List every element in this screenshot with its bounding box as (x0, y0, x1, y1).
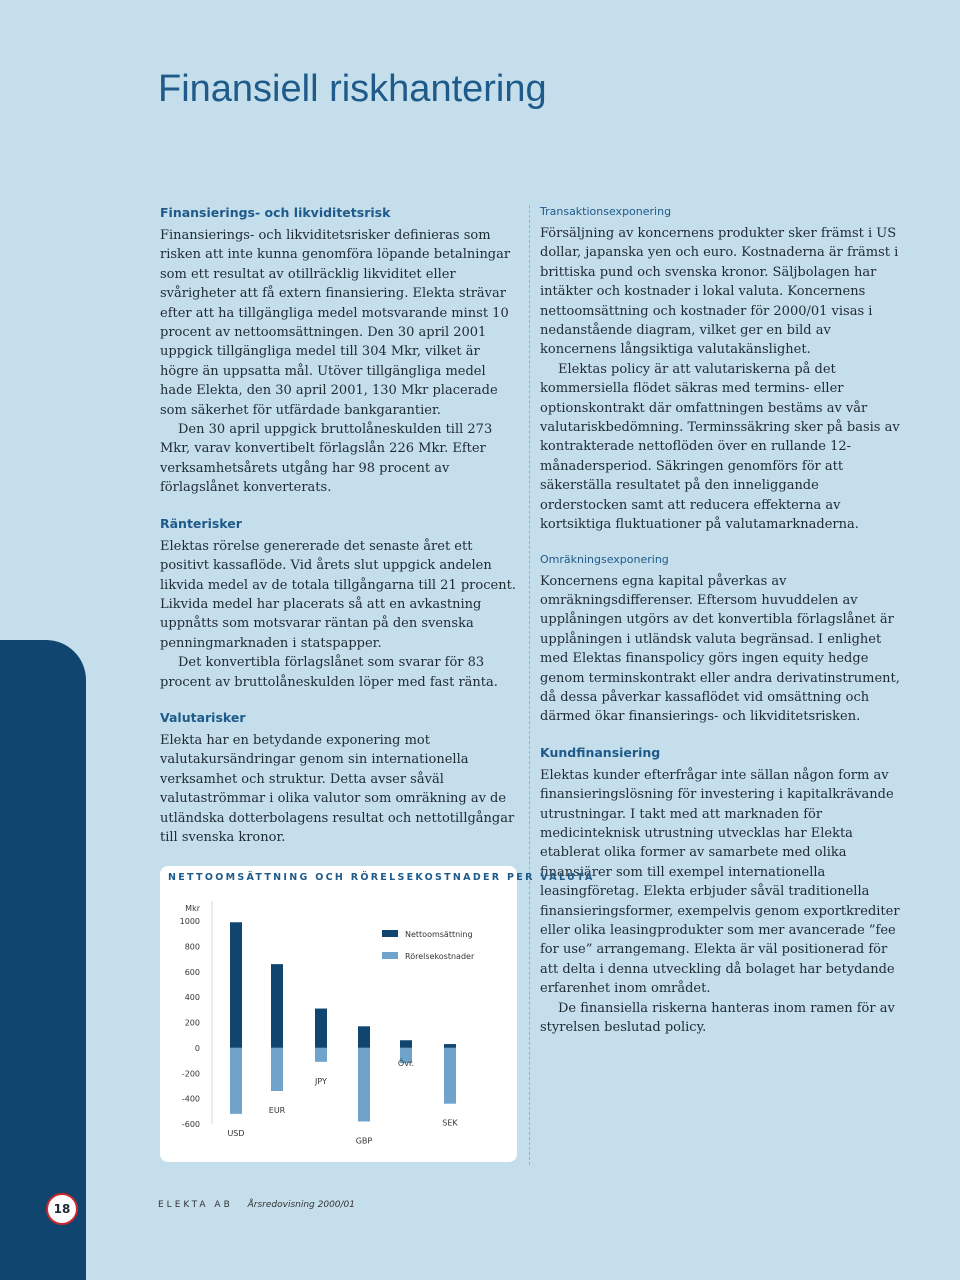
page-number: 18 (46, 1193, 78, 1225)
body-paragraph: Elektas kunder efterfrågar inte sällan någon form av finansieringslösning för investering i kapitalkrävande utrustningar. I takt med att marknaden för medicinteknisk utrustning utvecklas har Elekta etablerat olika former av samarbete med olika finansiärer som till exempel internationella leasingföretag. Elekta erbjuder såväl traditionella finansieringsformer, exempelvis genom exportkrediter eller olika leasingprodukter som mer avancerade ”fee for use” arrangemang. Elekta är väl positionerad för att delta i denna utveckling då bolaget har betydande erfarenhet inom området. (540, 767, 900, 997)
section-heading: Finansierings- och likviditetsrisk (160, 205, 391, 220)
y-tick-label: -200 (181, 1069, 200, 1079)
bar-nettoomsattning-jpy (315, 1009, 327, 1048)
y-tick-label: 0 (194, 1043, 200, 1053)
y-tick-label: 800 (184, 942, 200, 952)
y-tick-label: 1000 (179, 917, 200, 926)
body-paragraph: Den 30 april uppgick bruttolåneskulden till 273 Mkr, varav konvertibelt förlagslån 226 Mkr. Efter verksamhetsårets utgång har 98 procent av förlagslånet konverterats. (160, 422, 493, 496)
chart-title: NETTOOMSÄTTNING OCH RÖRELSEKOSTNADER PER VALUTA (168, 872, 595, 883)
bar-nettoomsattning-sek (444, 1044, 456, 1048)
footer (158, 1200, 355, 1210)
section (160, 516, 518, 692)
body-paragraph: De finansiella riskerna hanteras inom ramen för av styrelsen beslutad policy. (540, 1000, 895, 1036)
section (160, 710, 518, 847)
category-label: GBP (355, 1136, 373, 1146)
section-heading: Kundfinansiering (540, 744, 661, 760)
bar-nettoomsattning-vr (400, 1040, 412, 1048)
bar-nettoomsattning-eur (271, 964, 283, 1048)
column-divider (529, 205, 530, 1165)
left-column (160, 205, 518, 865)
category-label: EUR (268, 1106, 286, 1116)
y-tick-label: -600 (181, 1120, 200, 1129)
bar-rorelsekostnader-gbp (358, 1048, 370, 1122)
section-heading: Ränterisker (160, 515, 242, 531)
section (160, 205, 518, 498)
y-tick-label: 200 (184, 1018, 200, 1028)
y-tick-label: 400 (184, 993, 200, 1003)
y-tick-label: -400 (181, 1094, 200, 1104)
bar-nettoomsattning-gbp (358, 1026, 370, 1048)
body-paragraph: Finansierings- och likviditetsrisker definieras som risken att inte kunna genomföra löpande betalningar som ett resultat av otillräcklig likviditet eller svårigheter att få extern finansiering. Elekta strävar efter att ha tillgängliga medel motsvarande minst 10 procent av nettoomsättningen. Den 30 april 2001 uppgick tillgängliga medel till 304 Mkr, vilket är högre än uppsatta mål. Utöver tillgängliga medel hade Elekta, den 30 april 2001, 130 Mkr placerade som säkerhet för utfärdade bankgarantier. (160, 228, 511, 418)
body-paragraph: Försäljning av koncernens produkter sker främst i US dollar, japanska yen och euro. Kostnaderna är främst i brittiska pund och svenska kronor. Säljbolagen har intäkter och kostnader i lokal valuta. Koncernens nettoomsättning och kostnader för 2000/01 visas i nedanstående diagram, vilket ger en bild av koncernens långsiktiga valutakänslighet. (540, 226, 899, 358)
bar-rorelsekostnader-jpy (315, 1048, 327, 1062)
body-paragraph: Elektas rörelse genererade det senaste året ett positivt kassaflöde. Vid årets slut uppgick andelen likvida medel av de totala tillgångarna till 21 procent. Likvida medel har placerats så att en avkastning uppnåtts som motsvarar räntan på den svenska penningmarknaden i statspapper. (160, 538, 516, 651)
bar-rorelsekostnader-usd (230, 1048, 242, 1114)
bar-rorelsekostnader-sek (444, 1048, 456, 1104)
body-paragraph: Elektas policy är att valutariskerna på det kommersiella flödet säkras med termins- eller optionskontrakt där omfattningen bestäms av vår valutariskbedömning. Terminssäkring sker på basis av kontrakterade nettoflöden över en rullande 12-månadersperiod. Säkringen genomförs för att säkerställa resultatet på den inneliggande orderstocken samt att reducera effekterna av kortsiktiga fluktuationer på valutamarknaderna. (540, 361, 900, 533)
section (540, 745, 900, 1038)
section-heading: Omräkningsexponering (540, 552, 669, 566)
body-paragraph: Koncernens egna kapital påverkas av omräkningsdifferenser. Eftersom huvuddelen av upplåningen utgörs av det konvertibla förlagslånet är upplåningen i utländsk valuta begränsad. I enlighet med Elektas finanspolicy görs ingen equity hedge genom terminskontrakt eller andra derivatinstrument, då dessa påverkar kassaflödet vid omsättning och därmed ökar finansierings- och likviditetsrisken. (540, 573, 900, 725)
section-heading: Transaktionsexponering (540, 205, 672, 218)
section (540, 205, 900, 535)
category-label: USD (227, 1128, 245, 1138)
section (540, 553, 900, 727)
legend-label: Rörelsekostnader (405, 952, 475, 961)
legend-swatch (382, 930, 398, 937)
section-heading: Valutarisker (160, 709, 246, 725)
side-band (0, 640, 86, 1280)
body-paragraph: Det konvertibla förlagslånet som svarar för 83 procent av bruttolåneskulden löper med fast ränta. (160, 655, 498, 690)
bar-rorelsekostnader-eur (271, 1048, 283, 1091)
legend-label: Nettoomsättning (405, 930, 473, 939)
category-label: SEK (442, 1118, 458, 1128)
y-tick-label: 600 (184, 967, 200, 977)
footer-subtitle: Årsredovisning 2000/01 (247, 1200, 356, 1210)
category-label: Övr. (397, 1058, 415, 1068)
body-paragraph: Elekta har en betydande exponering mot valutakursändringar genom sin internationella verksamhet och struktur. Detta avser såväl valutaströmmar i olika valutor som omräkning av de utländska dotterbolagens resultat och nettotillgångar till svenska kronor. (160, 732, 515, 845)
right-column (540, 205, 900, 1055)
page-title: Finansiell riskhantering (158, 68, 547, 110)
category-label: JPY (315, 1076, 327, 1086)
footer-brand: ELEKTA AB (158, 1200, 233, 1210)
currency-bar-chart (160, 866, 517, 1162)
y-axis-unit: Mkr (185, 904, 200, 913)
legend-swatch (382, 952, 398, 959)
bar-nettoomsattning-usd (230, 922, 242, 1048)
